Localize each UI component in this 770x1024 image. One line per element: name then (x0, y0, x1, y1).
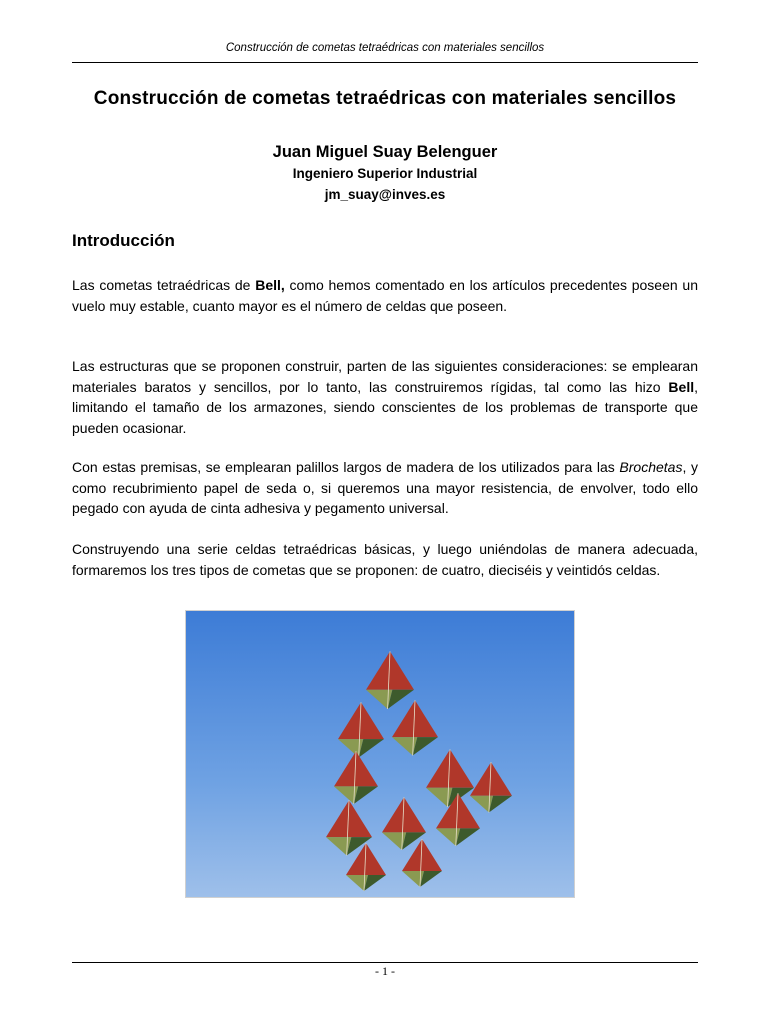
paragraph-2-text-a: Las estructuras que se proponen construir, parten de las siguientes consideraciones: se emplearan materiales baratos y sencillos, por lo tanto, las construiremos rígidas, tal como las hizo (72, 358, 698, 395)
page-number: - 1 - (375, 964, 395, 978)
paragraph-2-bold: Bell (668, 378, 695, 395)
paragraph-2-text-b: , limitando el tamaño de los armazones, siendo conscientes de los problemas de transporte que pueden ocasionar. (72, 378, 698, 436)
kite-illustration (186, 611, 575, 898)
paragraph-2 (72, 356, 698, 438)
tetrahedral-kite-photo (185, 610, 575, 898)
author-affiliation: Ingeniero Superior Industrial (292, 166, 478, 181)
paragraph-1-text-b: como hemos comentado en los artículos precedentes poseen un vuelo muy estable, cuanto mayor es el número de celdas que poseen. (72, 277, 698, 314)
author-email: jm_suay@inves.es (324, 187, 446, 202)
footer-divider (72, 962, 698, 963)
section-heading-introduccion: Introducción (72, 231, 175, 250)
author-name: Juan Miguel Suay Belenguer (272, 143, 498, 161)
paragraph-3 (72, 457, 698, 519)
header-divider (72, 62, 698, 63)
paragraph-4: Construyendo una serie celdas tetraédricas básicas, y luego uniéndolas de manera adecuada, formaremos los tres tipos de cometas que se proponen: de cuatro, dieciséis y veintidós celdas. (72, 541, 698, 578)
paragraph-3-italic: Brochetas (619, 459, 683, 475)
running-header: Construcción de cometas tetraédricas con materiales sencillos (225, 42, 545, 54)
paragraph-1-text-a: Las cometas tetraédricas de (72, 277, 256, 293)
paragraph-3-text-b: , y como recubrimiento papel de seda o, si queremos una mayor resistencia, de envolver, todo ello pegado con ayuda de cinta adhesiva y pegamento universal. (72, 459, 698, 516)
document-title: Construcción de cometas tetraédricas con materiales sencillos (93, 88, 677, 109)
sky-background (186, 611, 575, 898)
paragraph-3-text-a: Con estas premisas, se emplearan palillos largos de madera de los utilizados para las (72, 459, 620, 475)
paragraph-1-bold: Bell, (255, 277, 285, 293)
paragraph-1 (72, 275, 698, 316)
